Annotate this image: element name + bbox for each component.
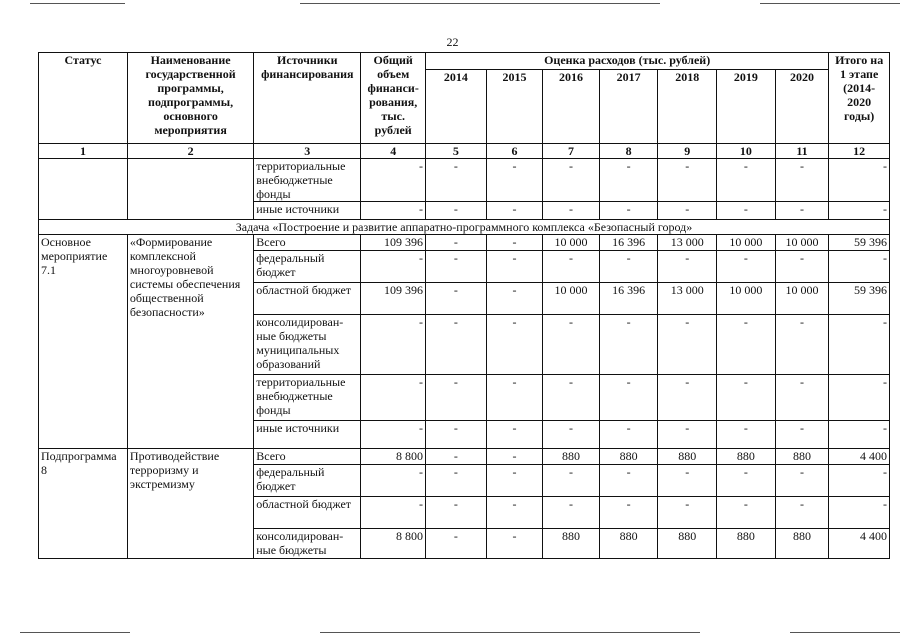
source-cell: иные источники [254,202,361,220]
value-cell: - [717,421,776,449]
value-cell: - [426,375,487,421]
header-year: 2019 [717,70,776,144]
column-number: 5 [426,144,487,159]
value-cell: - [361,465,426,497]
source-cell: территориальные внебюджетные фонды [254,159,361,202]
value-cell: - [426,529,487,559]
value-cell: - [658,465,717,497]
header-year: 2017 [599,70,658,144]
value-cell: - [658,497,717,529]
value-cell: 8 800 [361,449,426,465]
table-row [39,235,890,251]
value-cell: - [426,283,487,315]
value-cell: 880 [658,449,717,465]
value-cell: 880 [717,529,776,559]
source-cell: консолидирован-ные бюджеты [254,529,361,559]
budget-table [38,52,890,559]
value-cell: - [658,251,717,283]
source-cell: территориальные внебюджетные фонды [254,375,361,421]
column-number: 6 [486,144,543,159]
value-cell: - [543,159,600,202]
value-cell: - [361,421,426,449]
value-cell: - [361,202,426,220]
column-number: 4 [361,144,426,159]
value-cell: - [543,202,600,220]
header-year: 2018 [658,70,717,144]
value-cell: - [775,202,829,220]
status-cell: Подпрограмма 8 [39,449,128,559]
header-status: Статус [39,53,128,144]
value-cell: - [829,202,890,220]
value-cell: 10 000 [717,235,776,251]
status-cell: Основное мероприятие 7.1 [39,235,128,449]
header-year: 2020 [775,70,829,144]
name-cell-empty [127,159,253,220]
status-cell-empty [39,159,128,220]
value-cell: - [599,315,658,375]
program-name-cell: Противодействие терроризму и экстремизму [127,449,253,559]
value-cell: - [486,529,543,559]
value-cell: 880 [658,529,717,559]
column-number: 2 [127,144,253,159]
column-number: 7 [543,144,600,159]
value-cell: - [775,497,829,529]
value-cell: - [658,375,717,421]
value-cell: - [486,315,543,375]
value-cell: 59 396 [829,235,890,251]
source-cell: областной бюджет [254,497,361,529]
value-cell: - [543,465,600,497]
value-cell: - [658,315,717,375]
value-cell: - [775,375,829,421]
value-cell: 16 396 [599,283,658,315]
value-cell: - [426,235,487,251]
value-cell: - [599,251,658,283]
source-cell: Всего [254,235,361,251]
value-cell: - [775,421,829,449]
value-cell: - [717,497,776,529]
value-cell: 880 [599,529,658,559]
value-cell: - [717,315,776,375]
value-cell: 10 000 [543,235,600,251]
value-cell: - [486,235,543,251]
value-cell: - [775,159,829,202]
value-cell: - [775,465,829,497]
value-cell: - [361,375,426,421]
value-cell: - [361,251,426,283]
value-cell: 59 396 [829,283,890,315]
value-cell: 10 000 [717,283,776,315]
value-cell: - [658,202,717,220]
value-cell: - [486,497,543,529]
value-cell: - [658,421,717,449]
value-cell: 109 396 [361,283,426,315]
value-cell: - [599,202,658,220]
value-cell: - [599,159,658,202]
column-number: 12 [829,144,890,159]
value-cell: 880 [717,449,776,465]
value-cell: - [599,465,658,497]
header-year: 2015 [486,70,543,144]
value-cell: - [486,449,543,465]
column-numbers-row [39,144,890,159]
source-cell: федеральный бюджет [254,465,361,497]
column-number: 1 [39,144,128,159]
value-cell: 880 [543,449,600,465]
header-total-volume: Общий объем финанси-рования, тыс. рублей [361,53,426,144]
header-program-name: Наименование государственной программы, подпрограммы, основного мероприятия [127,53,253,144]
value-cell: - [829,159,890,202]
header-expense-estimate: Оценка расходов (тыс. рублей) [426,53,829,70]
value-cell: - [829,315,890,375]
value-cell: 16 396 [599,235,658,251]
value-cell: - [717,465,776,497]
value-cell: - [361,159,426,202]
column-number: 11 [775,144,829,159]
value-cell: 10 000 [543,283,600,315]
value-cell: - [658,159,717,202]
value-cell: - [486,159,543,202]
source-cell: Всего [254,449,361,465]
value-cell: - [829,251,890,283]
column-number: 9 [658,144,717,159]
value-cell: - [829,421,890,449]
value-cell: - [829,375,890,421]
value-cell: - [717,375,776,421]
source-cell: областной бюджет [254,283,361,315]
value-cell: - [775,251,829,283]
value-cell: - [426,449,487,465]
value-cell: 13 000 [658,283,717,315]
value-cell: - [361,497,426,529]
header-stage-total: Итого на 1 этапе (2014-2020 годы) [829,53,890,144]
value-cell: 109 396 [361,235,426,251]
header-sources: Источники финансирования [254,53,361,144]
value-cell: - [599,421,658,449]
value-cell: - [486,465,543,497]
value-cell: - [543,315,600,375]
value-cell: - [599,375,658,421]
value-cell: - [486,421,543,449]
value-cell: - [543,421,600,449]
value-cell: - [486,375,543,421]
value-cell: 10 000 [775,235,829,251]
column-number: 8 [599,144,658,159]
value-cell: 10 000 [775,283,829,315]
header-year: 2016 [543,70,600,144]
value-cell: - [426,315,487,375]
table-row [39,449,890,465]
task-title: Задача «Построение и развитие аппаратно-программного комплекса «Безопасный город» [39,220,890,235]
page-number: 22 [446,35,459,49]
task-row [39,220,890,235]
value-cell: - [426,497,487,529]
value-cell: - [426,421,487,449]
value-cell: 880 [599,449,658,465]
value-cell: - [486,251,543,283]
source-cell: консолидирован-ные бюджеты муниципальных образований [254,315,361,375]
value-cell: - [829,465,890,497]
source-cell: федеральный бюджет [254,251,361,283]
value-cell: 4 400 [829,449,890,465]
value-cell: - [426,251,487,283]
value-cell: - [426,202,487,220]
value-cell: 880 [543,529,600,559]
value-cell: - [486,202,543,220]
program-name-cell: «Формирование комплексной многоуровневой системы обеспечения общественной безопасности» [127,235,253,449]
value-cell: - [717,159,776,202]
value-cell: - [486,283,543,315]
value-cell: 4 400 [829,529,890,559]
table-row [39,159,890,202]
value-cell: 13 000 [658,235,717,251]
value-cell: 8 800 [361,529,426,559]
value-cell: - [599,497,658,529]
value-cell: 880 [775,449,829,465]
value-cell: - [543,497,600,529]
header-year: 2014 [426,70,487,144]
source-cell: иные источники [254,421,361,449]
value-cell: - [543,375,600,421]
value-cell: - [426,465,487,497]
value-cell: - [717,251,776,283]
column-number: 3 [254,144,361,159]
column-number: 10 [717,144,776,159]
value-cell: - [717,202,776,220]
value-cell: - [775,315,829,375]
value-cell: - [829,497,890,529]
value-cell: - [361,315,426,375]
value-cell: - [426,159,487,202]
value-cell: 880 [775,529,829,559]
value-cell: - [543,251,600,283]
